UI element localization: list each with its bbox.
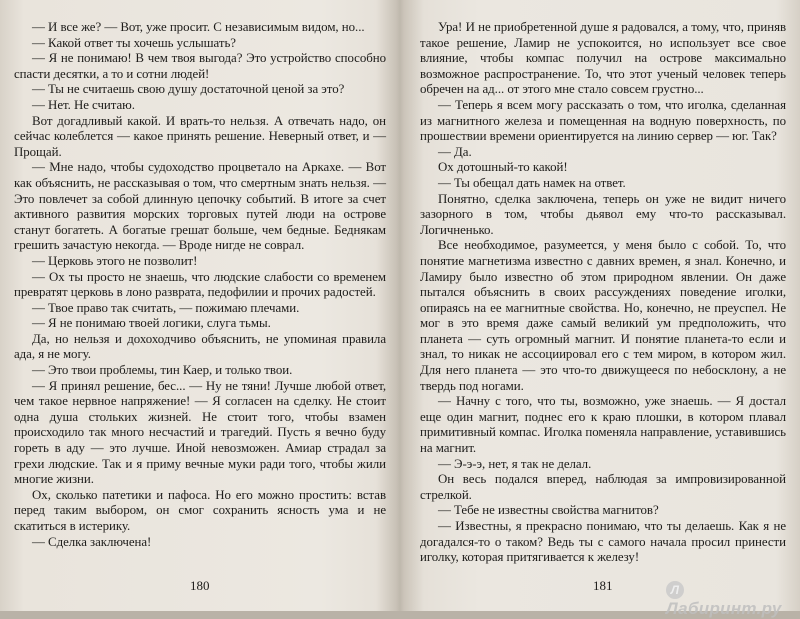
paragraph: — Начну с того, что ты, возможно, уже знаешь. — Я достал еще один магнит, поднес его к краю плошки, в котором плавал примитивный компас. Иголка поменяла направление, уставившись на магнит. [420, 394, 786, 456]
left-page-number: 180 [190, 578, 210, 593]
paragraph: Ура! И не приобретенной душе я радовался, а тому, что, приняв такое решение, Ламир не успокоится, но использует все свое влияние, чтобы компас получил на острове максимально возможное распространение. То, что этот ученый человек теперь обречен на ад... от этого мне стало совсем грустно... [420, 20, 786, 97]
right-page-text [420, 20, 786, 566]
paragraph: — Мне надо, чтобы судоходство процветало на Аркахе. — Вот как объяснить, не рассказывая о том, что смертным знать нельзя. — Это повлечет за собой длинную цепочку событий. В итоге за счет активного развития морских торговых путей люди на острове станут богатеть. А богатые грешат больше, чем бедные. Беднякам грешить зачастую некогда. — Вроде нигде не соврал. [14, 160, 386, 253]
labirint-watermark: ЛЛабиринт.ру [666, 583, 782, 618]
paragraph: — Какой ответ ты хочешь услышать? [32, 35, 236, 50]
paragraph: Он весь подался вперед, наблюдая за импровизированной стрелкой. [420, 472, 786, 502]
labirint-logo-icon: Л [666, 581, 684, 599]
paragraph: — Твое право так считать, — пожимаю плечами. [32, 300, 300, 315]
paragraph: Ох, сколько патетики и пафоса. Но его можно простить: встав перед таким выбором, он смог сохранить ясность ума и не скатиться в истерику. [14, 487, 386, 533]
paragraph: — Я не понимаю твоей логики, слуга тьмы. [32, 316, 271, 331]
paragraph: — Э-э-э, нет, я так не делал. [438, 456, 592, 471]
paragraph: — Тебе не известны свойства магнитов? [438, 503, 659, 518]
paragraph: Все необходимое, разумеется, у меня было с собой. То, что понятие магнетизма известно с давних времен, я знал. Конечно, и Ламиру было известно об этом природном явлении. Он даже пытался объяснить в своих рассуждениях поведение иголки, опираясь на ее магнитные свойства. Но, конечно, не преуспел. Не мог в это время даже самый великий ум предположить, что планета — суть огромный магнит. И понятие планета-то если и знал, то никак не ассоциировал его с тем миром, в котором жил. Для него планета — это что-то движущееся по небосклону, а не твердь под ногами. [420, 238, 786, 393]
paragraph: — Известны, я прекрасно понимаю, что ты делаешь. Как я не догадался-то о таком? Ведь ты с самого начала просил принести иголку, которая притягивается к железу! [420, 519, 786, 565]
paragraph: Понятно, сделка заключена, теперь он уже не видит ничего зазорного в том, чтобы дьявол ему что-то рассказывал. Логичненько. [420, 191, 786, 237]
paragraph: — Теперь я всем могу рассказать о том, что иголка, сделанная из магнитного железа и помещенная на водную поверхность, по прошествии времени ориентируется на линию сервер — юг. Так? [420, 97, 786, 144]
left-page [14, 20, 386, 580]
paragraph: — И все же? — Вот, уже просит. С независимым видом, но... [32, 20, 365, 34]
right-page-number: 181 [593, 578, 613, 593]
paragraph: — Я не понимаю! В чем твоя выгода? Это устройство способно спасти десятки, а то и сотни людей! [14, 51, 386, 81]
paragraph: — Ох ты просто не знаешь, что людские слабости со временем превратят церковь в лоно разврата, педофилии и прочих радостей. [14, 269, 386, 300]
right-page [420, 20, 786, 580]
paragraph: — Церковь этого не позволит! [32, 253, 198, 268]
paragraph: — Ты не считаешь свою душу достаточной ценой за это? [32, 82, 345, 97]
paragraph: — Сделка заключена! [32, 534, 152, 549]
paragraph: Вот догадливый какой. И врать-то нельзя. А отвечать надо, он сейчас колеблется — какое принять решение. Неверный ответ, и — Прощай. [14, 113, 386, 159]
paragraph: Да, но нельзя и дохоходчиво объяснить, не упоминая правила ада, я не могу. [14, 331, 386, 362]
paragraph: Ох дотошный-то какой! [438, 160, 568, 175]
paragraph: — Да. [438, 144, 472, 159]
paragraph: — Ты обещал дать намек на ответ. [438, 175, 626, 190]
paragraph: — Это твои проблемы, тин Каер, и только твои. [32, 363, 293, 378]
paragraph: — Нет. Не считаю. [32, 97, 135, 112]
paragraph: — Я принял решение, бес... — Ну не тяни! Лучше любой ответ, чем такое нервное напряжение! — Я согласен на сделку. Не стоит одна душа стольких жизней. Не стоит того, чтобы взамен происходило так много несчастий и трагедий. Пусть я вечно буду гореть в аду — это лучше. Иной невозможен. Амиар страдал за грехи людские. Так и я приму вечные муки ради того, чтобы жили многие жизни. [14, 378, 386, 487]
left-page-text [14, 20, 386, 550]
